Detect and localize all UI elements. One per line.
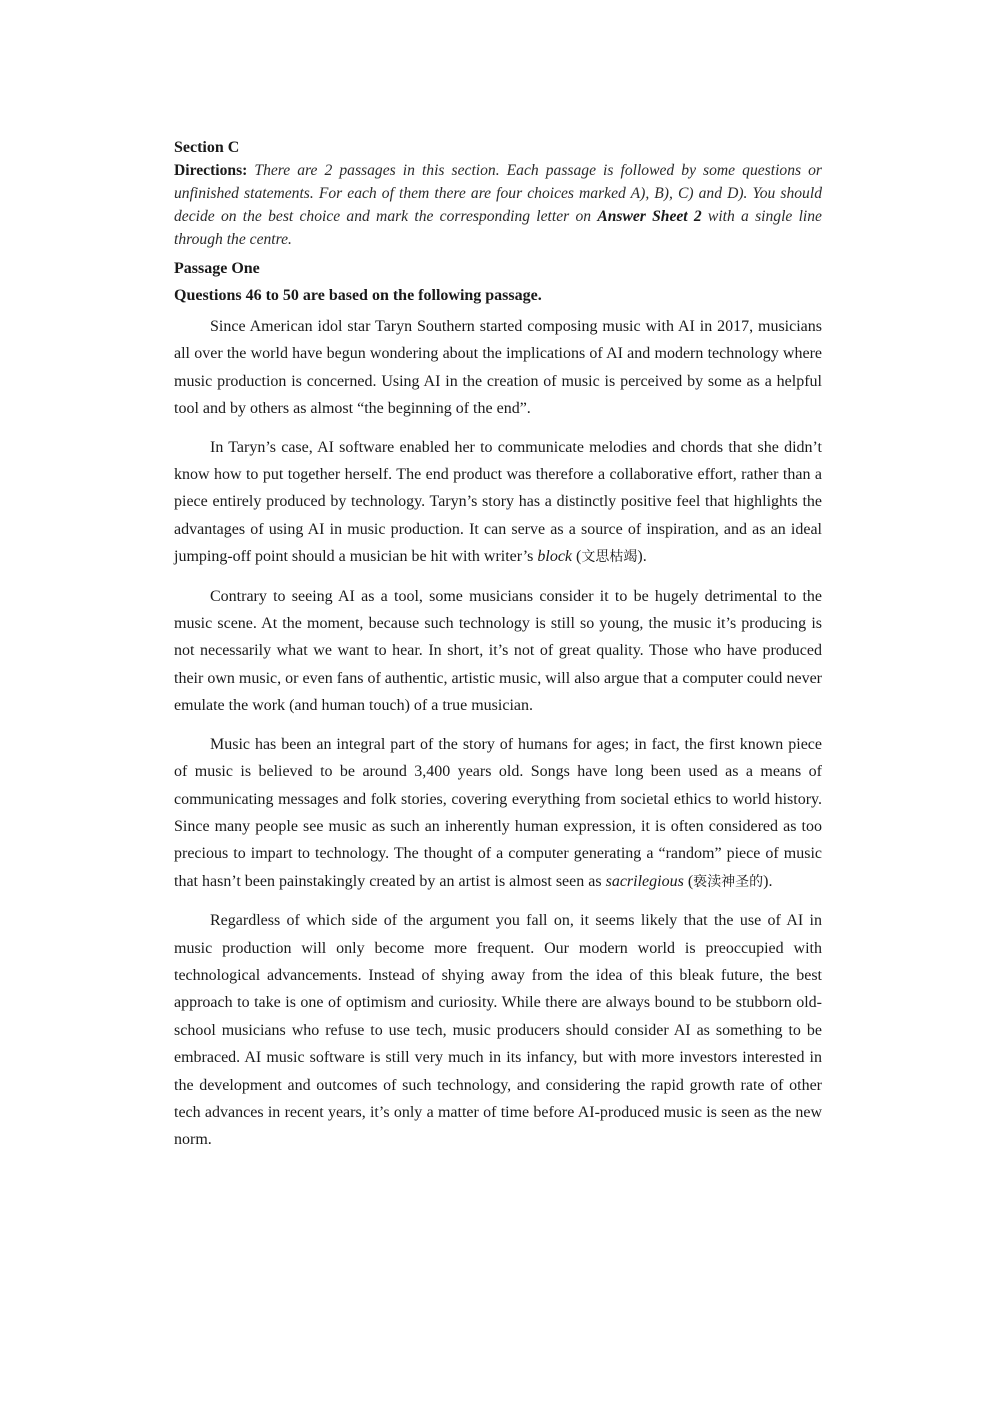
questions-intro: Questions 46 to 50 are based on the following passage. bbox=[174, 287, 542, 304]
directions-text-part1: There are 2 passages in this section. Each passage is followed by some questions or unfinished statements. For each of them there are four choices marked A), B), C) and D). You should decide on the best choice and mark the corresponding letter on bbox=[174, 162, 822, 225]
paragraph-3: Contrary to seeing AI as a tool, some musicians consider it to be hugely detrimental to the music scene. At the moment, because such technology is still so young, the music it’s producing is not necessarily what we want to hear. In short, it’s not of great quality. Those who have produced their own music, or even fans of authentic, artistic music, will also argue that a computer could never emulate the work (and human touch) of a true musician. bbox=[174, 587, 822, 715]
answer-sheet-label: Answer Sheet 2 bbox=[597, 208, 702, 225]
paragraph-2-text: In Taryn’s case, AI software enabled her to communicate melodies and chords that she didn’t know how to put together herself. The end product was therefore a collaborative effort, rather than a piece entirely produced by technology. Taryn’s story has a distinctly positive feel that highlights the advantages of using AI in music production. It can serve as a source of inspiration, and as an ideal jumping-off point should a musician be hit with writer’s bbox=[174, 438, 822, 566]
vocab-term-sacrilegious: sacrilegious bbox=[605, 872, 684, 890]
paragraph-1: Since American idol star Taryn Southern started composing music with AI in 2017, musicians all over the world have begun wondering about the implications of AI and modern technology where music production is concerned. Using AI in the creation of music is perceived by some as a helpful tool and by others as almost “the beginning of the end”. bbox=[174, 318, 822, 418]
passage-title: Passage One bbox=[174, 260, 260, 277]
paragraph-4 bbox=[174, 731, 822, 896]
paragraph-5: Regardless of which side of the argument you fall on, it seems likely that the use of AI in music production will only become more frequent. Our modern world is preoccupied with technological advancements. Instead of shying away from the idea of this bleak future, the best approach to take is one of optimism and curiosity. While there are always bound to be stubborn old-school musicians who refuse to use tech, music producers should consider AI as something to be embraced. AI music software is still very much in its infancy, but with more investors interested in the development and outcomes of such technology, and considering the rapid growth rate of other tech advances in recent years, it’s only a matter of time before AI-produced music is seen as the new norm. bbox=[174, 912, 822, 1149]
gloss-open: ( bbox=[683, 872, 694, 890]
paragraph-4-text: Music has been an integral part of the story of humans for ages; in fact, the first known piece of music is believed to be around 3,400 years old. Songs have long been used as a means of communicating messages and folk stories, covering everything from societal ethics to world history. Since many people see music as such an inherently human expression, it is often considered as too precious to impart to technology. The thought of a computer generating a “random” piece of music that hasn’t been painstakingly created by an artist is almost seen as bbox=[174, 735, 822, 890]
gloss-close: ). bbox=[763, 872, 773, 890]
directions-label: Directions: bbox=[174, 162, 248, 179]
directions bbox=[174, 159, 822, 251]
exam-page bbox=[174, 137, 822, 1154]
directions-text-part2: with a single line through the centre. bbox=[174, 208, 822, 248]
gloss-close: ). bbox=[637, 548, 647, 566]
passage-body bbox=[174, 313, 822, 1154]
chinese-gloss-sacrilegious: 亵渎神圣的 bbox=[693, 873, 764, 890]
vocab-term-block: block bbox=[537, 548, 573, 566]
paragraph-2 bbox=[174, 434, 822, 572]
chinese-gloss-block: 文思枯竭 bbox=[581, 549, 638, 566]
gloss-open: ( bbox=[572, 548, 582, 566]
section-title: Section C bbox=[174, 139, 240, 156]
